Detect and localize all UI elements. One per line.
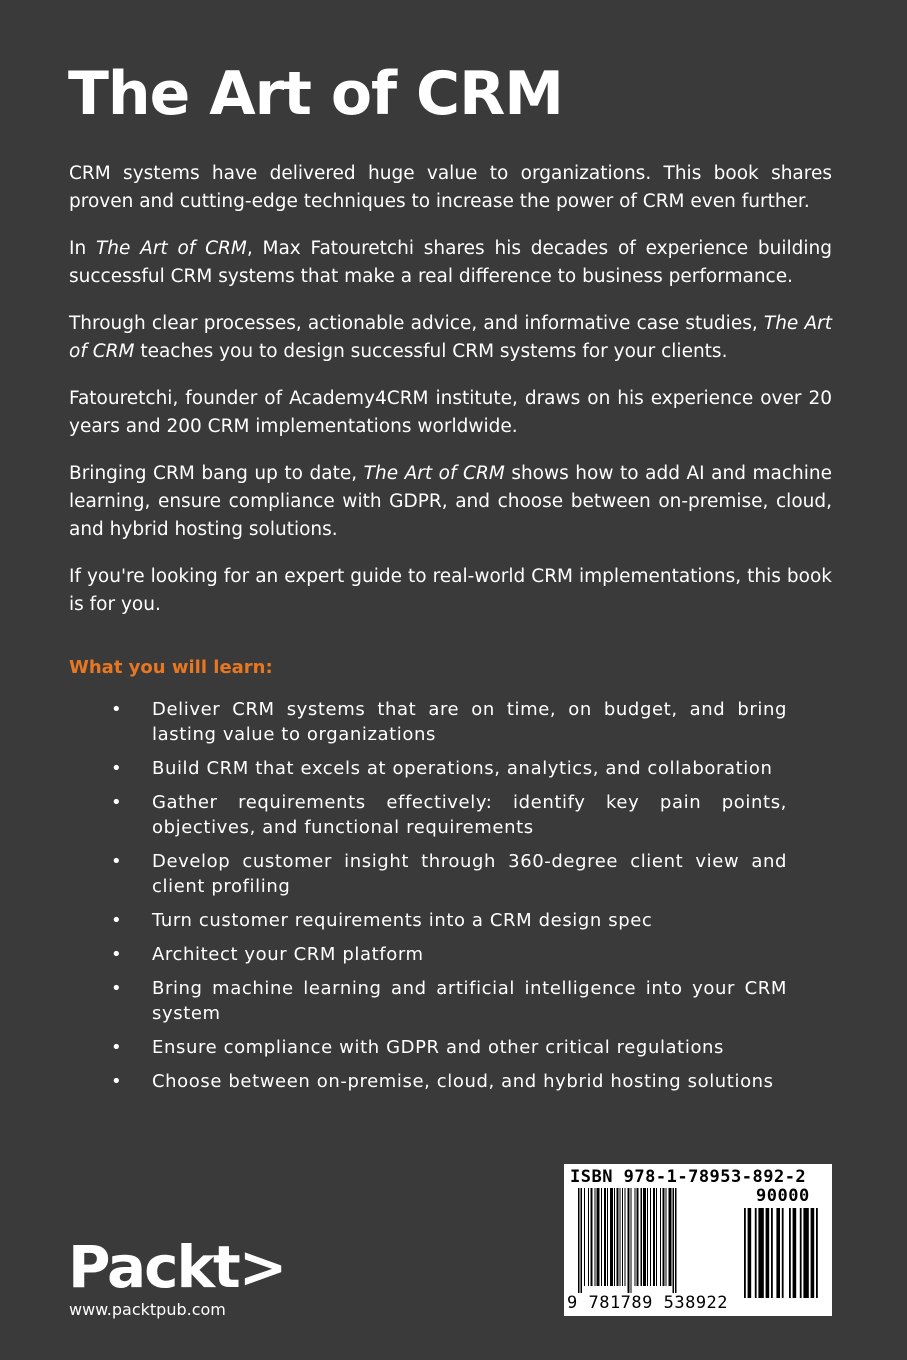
description-paragraph-5: Bringing CRM bang up to date, The Art of CRM shows how to add AI and machine learning, ensure compliance with GDPR, and choose between on-premise, cloud, and hybrid hosting solutions.: [69, 463, 832, 540]
publisher-url: www.packtpub.com: [69, 1300, 226, 1319]
isbn-text: ISBN 978-1-78953-892-2: [570, 1167, 807, 1187]
description-paragraph-6: If you're looking for an expert guide to real-world CRM implementations, this book is for you.: [69, 566, 832, 615]
barcode-bars-icon: [578, 1188, 736, 1296]
bullet-icon: •: [111, 1071, 123, 1092]
learn-item: • Bring machine learning and artificial intelligence into your CRM system: [111, 978, 787, 1024]
bullet-icon: •: [111, 792, 123, 813]
bullet-icon: •: [111, 851, 123, 872]
bullet-icon: •: [111, 978, 123, 999]
learn-list: [111, 697, 787, 1103]
isbn-barcode: [564, 1164, 832, 1316]
bullet-icon: •: [111, 910, 123, 931]
description-paragraph-4: Fatouretchi, founder of Academy4CRM institute, draws on his experience over 20 years and 200 CRM implementations worldwide.: [69, 388, 832, 437]
learn-item: • Choose between on-premise, cloud, and hybrid hosting solutions: [111, 1071, 774, 1092]
barcode-addon-bars-icon: [744, 1208, 826, 1308]
learn-heading: What you will learn:: [69, 657, 273, 678]
learn-item: • Gather requirements effectively: identify key pain points, objectives, and functional requirements: [111, 792, 787, 838]
learn-item: • Deliver CRM systems that are on time, on budget, and bring lasting value to organizations: [111, 699, 787, 745]
learn-item: • Ensure compliance with GDPR and other critical regulations: [111, 1037, 725, 1058]
description-paragraph-1: CRM systems have delivered huge value to organizations. This book shares proven and cutting-edge techniques to increase the power of CRM even further.: [69, 163, 832, 212]
book-description: [69, 160, 832, 638]
book-title: The Art of CRM: [68, 59, 563, 129]
barcode-number: 9 781789 538922: [567, 1293, 729, 1313]
learn-item: • Architect your CRM platform: [111, 944, 424, 965]
bullet-icon: •: [111, 944, 123, 965]
bullet-icon: •: [111, 1037, 123, 1058]
packt-logo: Packt>: [68, 1233, 286, 1301]
description-paragraph-2: In The Art of CRM, Max Fatouretchi shares his decades of experience building successful CRM systems that make a real difference to business performance.: [69, 238, 832, 287]
learn-item: • Build CRM that excels at operations, analytics, and collaboration: [111, 758, 773, 779]
bullet-icon: •: [111, 758, 123, 779]
barcode-addon-code: 90000: [756, 1186, 810, 1206]
bullet-icon: •: [111, 699, 123, 720]
learn-item: • Develop customer insight through 360-degree client view and client profiling: [111, 851, 787, 897]
learn-item: • Turn customer requirements into a CRM design spec: [111, 910, 653, 931]
description-paragraph-3: Through clear processes, actionable advice, and informative case studies, The Art of CRM teaches you to design successful CRM systems for your clients.: [69, 313, 832, 362]
